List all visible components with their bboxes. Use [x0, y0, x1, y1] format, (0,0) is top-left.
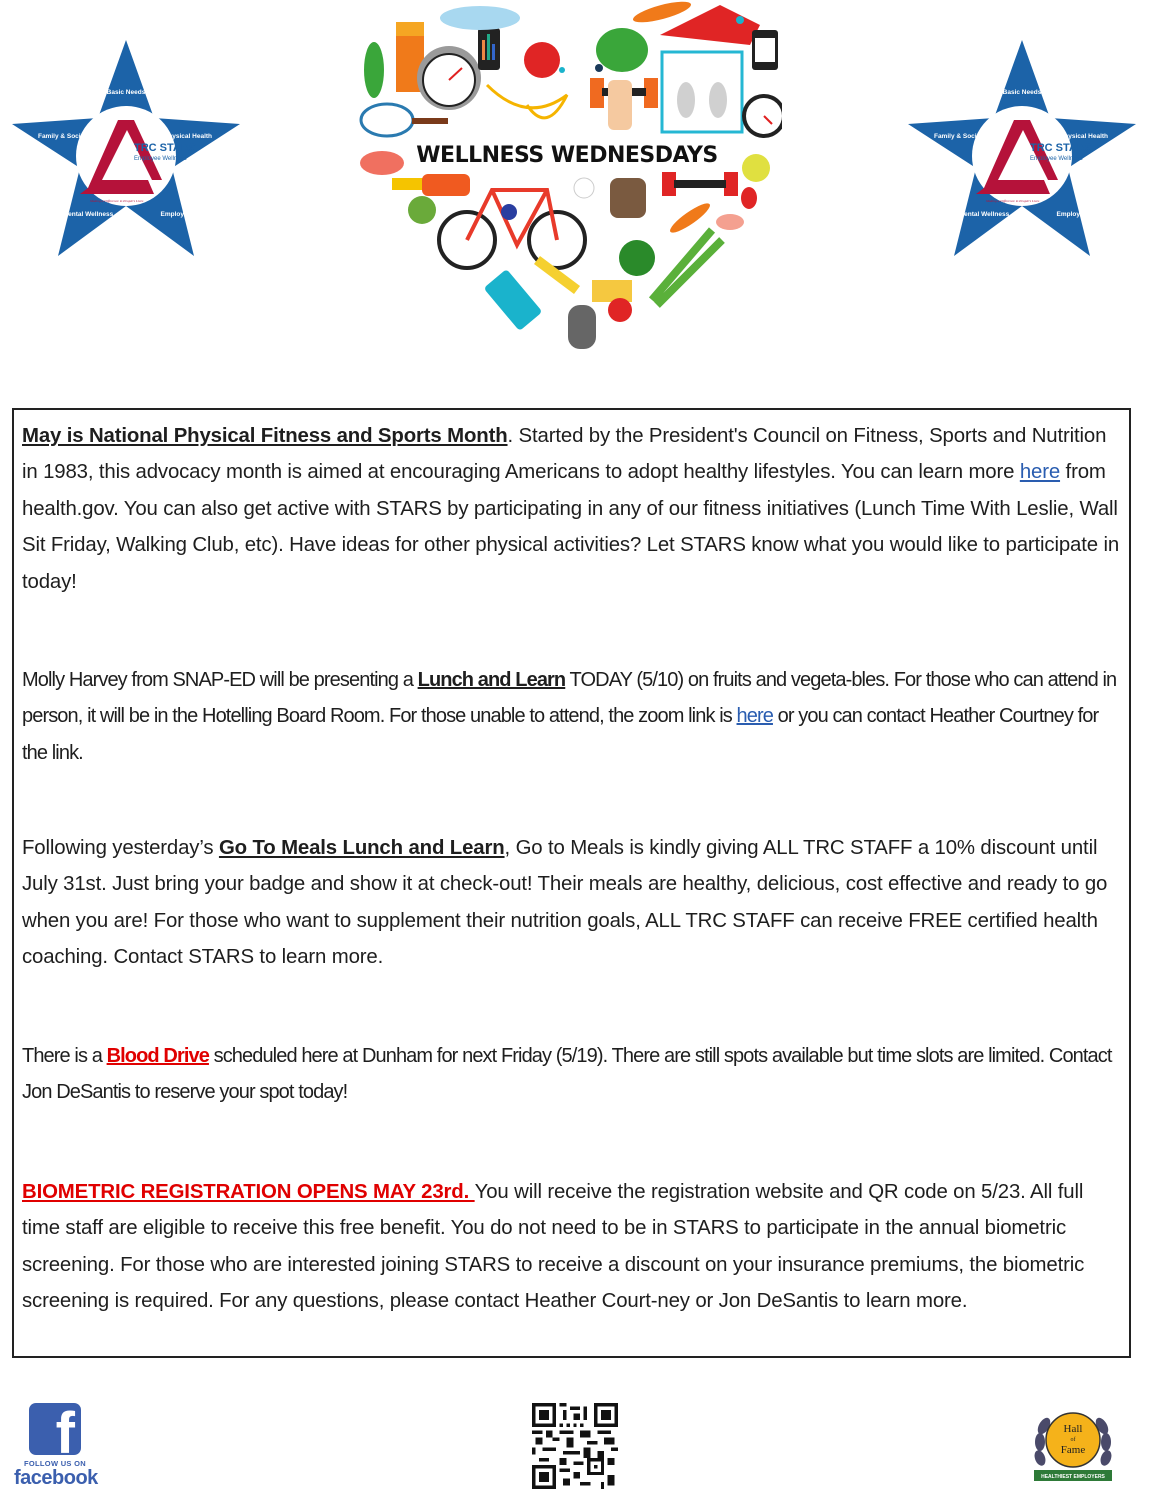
svg-text:Basic Needs: Basic Needs — [106, 89, 146, 96]
trc-stars-logo-right — [906, 38, 1138, 260]
qr-code-icon — [532, 1403, 618, 1489]
svg-text:Mental Wellness: Mental Wellness — [958, 211, 1010, 218]
facebook-follow-label: FOLLOW US ON — [24, 1459, 86, 1468]
zoom-link[interactable]: here — [736, 705, 773, 728]
star-logo-subtitle: Employee Wellness — [134, 156, 187, 162]
svg-text:Mental Wellness: Mental Wellness — [62, 211, 114, 218]
star-logo-graphic — [906, 38, 1138, 260]
svg-text:Making a Difference in People': Making a Difference in People's Lives — [986, 199, 1040, 203]
hall-of-fame-badge — [1028, 1400, 1118, 1488]
article-go-to-meals: Following yesterday’s Go To Meals Lunch and Learn, Go to Meals is kindly giving ALL TRC STAFF a 10% discount until July 31st. Just bring your badge and show it at check-out! Their meals are healthy, delicious, cost effective and ready to go when you are! For those who want to supplement their nutrition goals, ALL TRC STAFF can receive FREE certified health coaching. Contact STARS to learn more. — [22, 837, 1108, 969]
article-heading: BIOMETRIC REGISTRATION OPENS MAY 23rd. — [22, 1181, 475, 1203]
svg-text:Employment: Employment — [1056, 211, 1096, 218]
article-lunch-and-learn: Molly Harvey from SNAP-ED will be presenting a Lunch and Learn TODAY (5/10) on fruits and vegeta-bles. For those who can attend in person, it will be in the Hotelling Board Room. For those unable to attend, the zoom link is here or you can contact Heather Courtney for the link. — [22, 669, 1117, 764]
hof-ribbon: HEALTHIEST EMPLOYERS — [1041, 1474, 1105, 1480]
star-logo-subtitle: Employee Wellness — [1030, 156, 1083, 162]
svg-text:Making a Difference in People': Making a Difference in People's Lives — [90, 199, 144, 203]
svg-text:Physical Health: Physical Health — [163, 133, 213, 140]
svg-text:Employment: Employment — [160, 211, 200, 218]
article-biometric: BIOMETRIC REGISTRATION OPENS MAY 23rd. You will receive the registration website and QR code on 5/23. All full time staff are eligible to receive this free benefit. You do not need to be in STARS to participate in the annual biometric screening. For those who are interested joining STARS to receive a discount on your insurance premiums, the biometric screening is required. For any questions, please contact Heather Court-ney or Jon DeSantis to learn more. — [22, 1181, 1085, 1313]
svg-text:Basic Needs: Basic Needs — [1002, 89, 1042, 96]
trc-stars-logo-left — [10, 38, 242, 260]
article-heading: May is National Physical Fitness and Sports Month — [22, 425, 508, 447]
article-heading: Go To Meals Lunch and Learn — [218, 837, 505, 859]
content-box — [12, 408, 1131, 1358]
star-logo-graphic — [10, 38, 242, 260]
article-blood-drive: There is a Blood Drive scheduled here at Dunham for next Friday (5/19). There are still spots available but time slots are limited. Contact Jon DeSantis to reserve your spot today! — [22, 1045, 1112, 1104]
wellness-heart-graphic — [352, 0, 782, 355]
hof-line2: of — [1070, 1437, 1076, 1443]
health-gov-link[interactable]: here — [1019, 461, 1061, 484]
article-heading: Blood Drive — [106, 1045, 209, 1067]
banner-title: WELLNESS WEDNESDAYS — [416, 143, 718, 168]
hof-line1: Hall — [1063, 1423, 1083, 1435]
hof-line3: Fame — [1060, 1444, 1086, 1456]
star-logo-name: TRC STARS — [1030, 142, 1093, 154]
facebook-follow-badge[interactable] — [14, 1403, 96, 1498]
article-heading: Lunch and Learn — [417, 669, 566, 691]
svg-text:Family & Social: Family & Social — [933, 133, 983, 140]
heart-icons — [360, 0, 782, 349]
star-logo-name: TRC STARS — [134, 142, 197, 154]
article-fitness-month: May is National Physical Fitness and Sports Month. Started by the President's Council on Fitness, Sports and Nutrition in 1983, this advocacy month is aimed at encouraging Americans to adopt healthy lifestyles. You can learn more here from health.gov. You can also get active with STARS by participating in any of our fitness initiatives (Lunch Time With Leslie, Wall Sit Friday, Walking Club, etc). Have ideas for other physical activities? Let STARS know what you would like to participate in today! — [22, 425, 1120, 593]
svg-text:Physical Health: Physical Health — [1059, 133, 1109, 140]
facebook-wordmark: facebook — [14, 1467, 98, 1489]
svg-text:Family & Social: Family & Social — [37, 133, 87, 140]
facebook-icon: f — [29, 1403, 81, 1455]
